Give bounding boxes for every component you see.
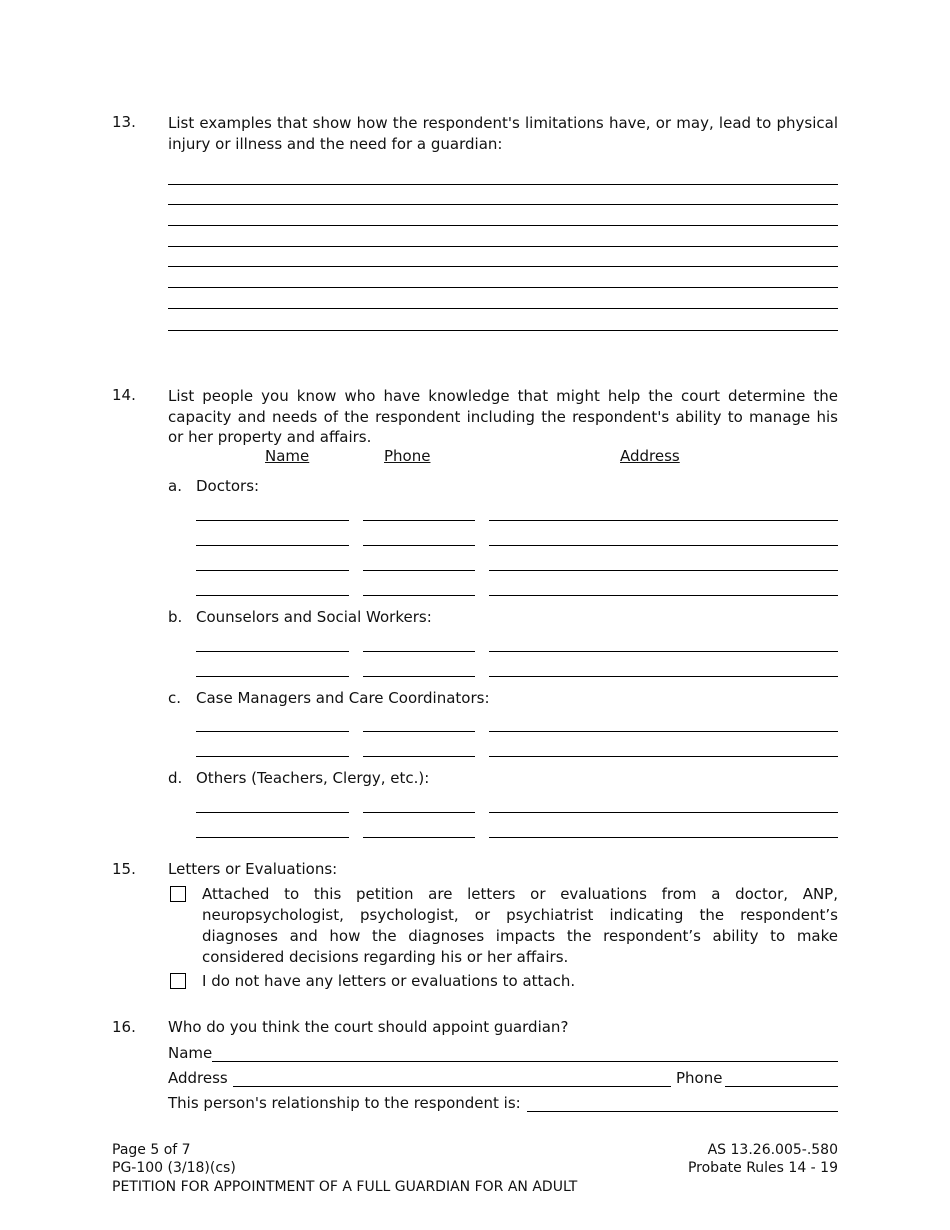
answer-line[interactable]: [168, 184, 838, 185]
footer-form-title: PETITION FOR APPOINTMENT OF A FULL GUARDIAN FOR AN ADULT: [112, 1179, 578, 1195]
group-d-letter: d.: [168, 769, 183, 787]
guardian-phone-field[interactable]: [725, 1086, 838, 1087]
relationship-label: This person's relationship to the respondent is:: [168, 1094, 521, 1112]
address-line[interactable]: [489, 595, 838, 596]
name-line[interactable]: [196, 676, 349, 677]
relationship-field[interactable]: [527, 1111, 838, 1112]
column-header-name: Name: [265, 447, 310, 465]
answer-line[interactable]: [168, 287, 838, 288]
name-line[interactable]: [196, 595, 349, 596]
item-16-number: 16.: [112, 1018, 136, 1036]
item-13-text: List examples that show how the respondent's limitations have, or may, lead to physical injury or illness and the need for a guardian:: [168, 114, 838, 153]
footer-page-number: Page 5 of 7: [112, 1142, 191, 1158]
phone-line[interactable]: [363, 545, 475, 546]
footer-rules: Probate Rules 14 - 19: [687, 1160, 838, 1176]
item-14-number: 14.: [112, 386, 136, 404]
no-letters-label: I do not have any letters or evaluations to attach.: [202, 972, 576, 990]
phone-line[interactable]: [363, 520, 475, 521]
answer-line[interactable]: [168, 246, 838, 247]
answer-line[interactable]: [168, 225, 838, 226]
guardian-name-label: Name: [168, 1044, 213, 1062]
phone-line[interactable]: [363, 731, 475, 732]
name-line[interactable]: [196, 837, 349, 838]
guardian-phone-label: Phone: [676, 1069, 723, 1087]
answer-line[interactable]: [168, 308, 838, 309]
phone-line[interactable]: [363, 756, 475, 757]
phone-line[interactable]: [363, 570, 475, 571]
footer-statute: AS 13.26.005-.580: [707, 1142, 838, 1158]
group-d-label: Others (Teachers, Clergy, etc.):: [196, 769, 430, 787]
letters-attached-label: Attached to this petition are letters or evaluations from a doctor, ANP, neuropsychologist, psychologist, or psychiatrist indicating the respondent’s diagnoses and how the diagnoses impacts the respondent’s ability to make considered decisions regarding his or her affairs.: [202, 885, 838, 966]
address-line[interactable]: [489, 651, 838, 652]
phone-line[interactable]: [363, 837, 475, 838]
letters-attached-checkbox[interactable]: [170, 886, 186, 902]
address-line[interactable]: [489, 812, 838, 813]
group-c-label: Case Managers and Care Coordinators:: [196, 689, 490, 707]
name-line[interactable]: [196, 570, 349, 571]
item-15-title: Letters or Evaluations:: [168, 860, 338, 878]
phone-line[interactable]: [363, 812, 475, 813]
no-letters-checkbox[interactable]: [170, 973, 186, 989]
group-b-label: Counselors and Social Workers:: [196, 608, 432, 626]
column-header-phone: Phone: [384, 447, 431, 465]
address-line[interactable]: [489, 545, 838, 546]
footer-form-id: PG-100 (3/18)(cs): [112, 1160, 236, 1176]
phone-line[interactable]: [363, 651, 475, 652]
answer-line[interactable]: [168, 330, 838, 331]
address-line[interactable]: [489, 837, 838, 838]
name-line[interactable]: [196, 651, 349, 652]
name-line[interactable]: [196, 756, 349, 757]
guardian-address-field[interactable]: [233, 1086, 671, 1087]
item-15-number: 15.: [112, 860, 136, 878]
answer-line[interactable]: [168, 266, 838, 267]
name-line[interactable]: [196, 812, 349, 813]
phone-line[interactable]: [363, 595, 475, 596]
address-line[interactable]: [489, 731, 838, 732]
group-c-letter: c.: [168, 689, 182, 707]
address-line[interactable]: [489, 520, 838, 521]
item-14-text: List people you know who have knowledge that might help the court determine the capacity and needs of the respondent including the respondent's ability to manage his or her property and affairs.: [168, 387, 838, 446]
name-line[interactable]: [196, 520, 349, 521]
column-header-address: Address: [620, 447, 680, 465]
guardian-address-label: Address: [168, 1069, 228, 1087]
phone-line[interactable]: [363, 676, 475, 677]
answer-line[interactable]: [168, 204, 838, 205]
group-b-letter: b.: [168, 608, 183, 626]
item-13-number: 13.: [112, 113, 136, 131]
name-line[interactable]: [196, 731, 349, 732]
item-16-text: Who do you think the court should appoint guardian?: [168, 1018, 569, 1036]
group-a-letter: a.: [168, 477, 182, 495]
group-a-label: Doctors:: [196, 477, 260, 495]
address-line[interactable]: [489, 570, 838, 571]
name-line[interactable]: [196, 545, 349, 546]
address-line[interactable]: [489, 676, 838, 677]
guardian-name-field[interactable]: [212, 1061, 838, 1062]
address-line[interactable]: [489, 756, 838, 757]
